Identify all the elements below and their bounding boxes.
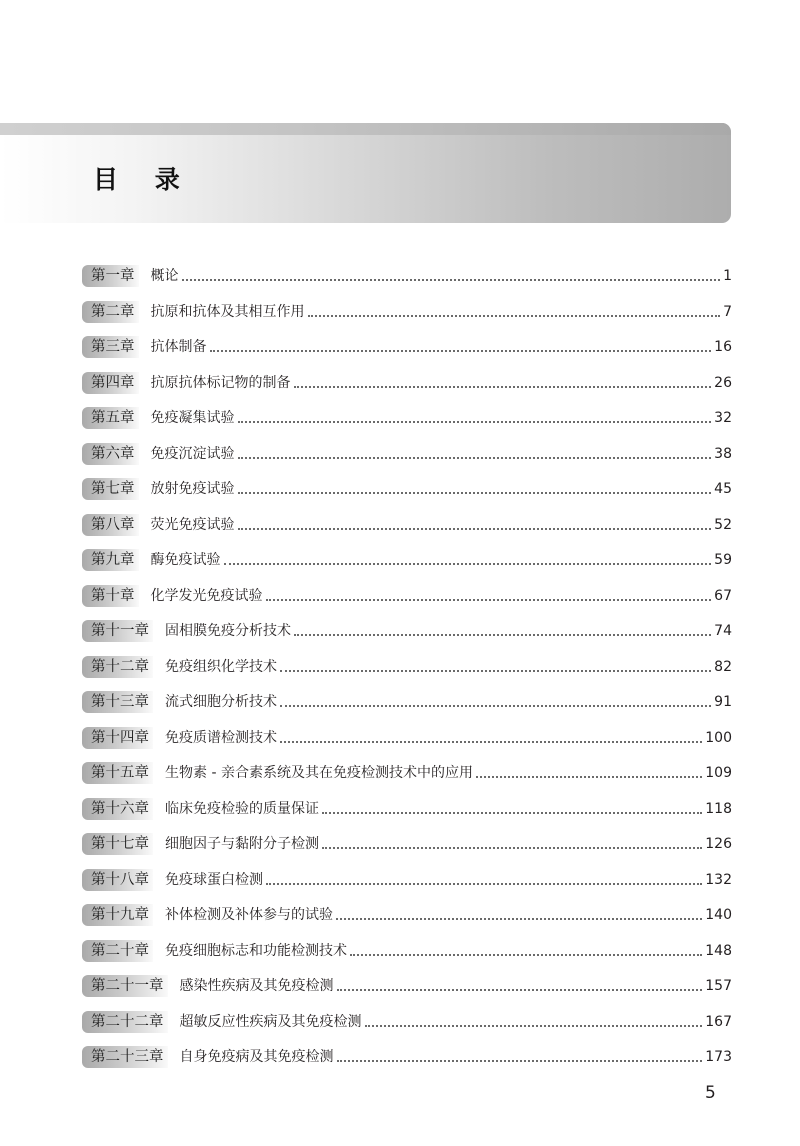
dot-leader bbox=[238, 456, 712, 459]
chapter-title: 免疫细胞标志和功能检测技术 bbox=[165, 943, 347, 959]
chapter-label: 第十五章 bbox=[82, 762, 153, 784]
entry-page-number: 74 bbox=[714, 623, 732, 639]
entry-page-number: 167 bbox=[705, 1014, 732, 1030]
chapter-label: 第十七章 bbox=[82, 833, 153, 855]
toc-entry[interactable] bbox=[82, 301, 732, 323]
chapter-title: 免疫沉淀试验 bbox=[150, 446, 235, 462]
toc-entry[interactable] bbox=[82, 656, 732, 678]
entry-page-number: 67 bbox=[714, 588, 732, 604]
chapter-title: 补体检测及补体参与的试验 bbox=[165, 907, 333, 923]
toc-entry[interactable] bbox=[82, 620, 732, 642]
chapter-title: 化学发光免疫试验 bbox=[150, 588, 263, 604]
chapter-title: 免疫凝集试验 bbox=[150, 410, 235, 426]
entry-page-number: 148 bbox=[705, 943, 732, 959]
toc-entry[interactable] bbox=[82, 727, 732, 749]
entry-page-number: 100 bbox=[705, 730, 732, 746]
dot-leader bbox=[280, 740, 702, 743]
toc-entry[interactable] bbox=[82, 1046, 732, 1068]
dot-leader bbox=[322, 811, 702, 814]
chapter-title: 自身免疫病及其免疫检测 bbox=[179, 1049, 334, 1065]
page-title: 目 录 bbox=[93, 165, 194, 194]
chapter-title: 放射免疫试验 bbox=[150, 481, 235, 497]
chapter-title: 酶免疫试验 bbox=[150, 552, 221, 568]
toc-entry[interactable] bbox=[82, 549, 732, 571]
dot-leader bbox=[322, 846, 702, 849]
chapter-label: 第九章 bbox=[82, 549, 139, 571]
chapter-title: 免疫质谱检测技术 bbox=[165, 730, 277, 746]
chapter-title: 感染性疾病及其免疫检测 bbox=[179, 978, 334, 994]
page-number: 5 bbox=[705, 1083, 716, 1103]
dot-leader bbox=[280, 704, 711, 707]
chapter-title: 荧光免疫试验 bbox=[150, 517, 235, 533]
chapter-label: 第十六章 bbox=[82, 798, 153, 820]
entry-page-number: 59 bbox=[714, 552, 732, 568]
chapter-title: 细胞因子与黏附分子检测 bbox=[165, 836, 319, 852]
toc-entry[interactable] bbox=[82, 265, 732, 287]
toc-entry[interactable] bbox=[82, 975, 732, 997]
entry-page-number: 32 bbox=[714, 410, 732, 426]
dot-leader bbox=[294, 633, 711, 636]
entry-page-number: 52 bbox=[714, 517, 732, 533]
dot-leader bbox=[294, 385, 712, 388]
toc-entry[interactable] bbox=[82, 691, 732, 713]
chapter-label: 第三章 bbox=[82, 336, 139, 358]
dot-leader bbox=[266, 598, 712, 601]
chapter-label: 第十九章 bbox=[82, 904, 153, 926]
entry-page-number: 82 bbox=[714, 659, 732, 675]
dot-leader bbox=[476, 775, 702, 778]
chapter-title: 生物素 - 亲合素系统及其在免疫检测技术中的应用 bbox=[165, 765, 473, 781]
chapter-title: 固相膜免疫分析技术 bbox=[165, 623, 291, 639]
dot-leader bbox=[350, 953, 702, 956]
chapter-label: 第二十三章 bbox=[82, 1046, 168, 1068]
toc-entry[interactable] bbox=[82, 762, 732, 784]
chapter-label: 第六章 bbox=[82, 443, 139, 465]
chapter-label: 第七章 bbox=[82, 478, 139, 500]
chapter-label: 第十三章 bbox=[82, 691, 153, 713]
toc-entry[interactable] bbox=[82, 833, 732, 855]
toc-entry[interactable] bbox=[82, 514, 732, 536]
entry-page-number: 140 bbox=[705, 907, 732, 923]
chapter-title: 免疫球蛋白检测 bbox=[165, 872, 263, 888]
toc-entry[interactable] bbox=[82, 869, 732, 891]
chapter-title: 抗原和抗体及其相互作用 bbox=[150, 304, 305, 320]
entry-page-number: 157 bbox=[705, 978, 732, 994]
dot-leader bbox=[336, 917, 702, 920]
chapter-label: 第十四章 bbox=[82, 727, 153, 749]
toc-entry[interactable] bbox=[82, 904, 732, 926]
entry-page-number: 109 bbox=[705, 765, 732, 781]
chapter-title: 抗原抗体标记物的制备 bbox=[150, 375, 291, 391]
dot-leader bbox=[182, 278, 721, 281]
toc-entry[interactable] bbox=[82, 1011, 732, 1033]
entry-page-number: 26 bbox=[714, 375, 732, 391]
entry-page-number: 118 bbox=[705, 801, 732, 817]
chapter-title: 抗体制备 bbox=[150, 339, 207, 355]
chapter-label: 第二十二章 bbox=[82, 1011, 168, 1033]
entry-page-number: 16 bbox=[714, 339, 732, 355]
chapter-label: 第二章 bbox=[82, 301, 139, 323]
chapter-label: 第一章 bbox=[82, 265, 139, 287]
dot-leader bbox=[224, 562, 712, 565]
dot-leader bbox=[337, 988, 703, 991]
chapter-label: 第八章 bbox=[82, 514, 139, 536]
chapter-title: 临床免疫检验的质量保证 bbox=[165, 801, 319, 817]
chapter-title: 免疫组织化学技术 bbox=[165, 659, 277, 675]
toc-entry[interactable] bbox=[82, 798, 732, 820]
entry-page-number: 126 bbox=[705, 836, 732, 852]
dot-leader bbox=[365, 1024, 703, 1027]
entry-page-number: 1 bbox=[723, 268, 732, 284]
dot-leader bbox=[210, 349, 712, 352]
chapter-label: 第五章 bbox=[82, 407, 139, 429]
chapter-label: 第十八章 bbox=[82, 869, 153, 891]
toc-entry[interactable] bbox=[82, 407, 732, 429]
chapter-label: 第二十章 bbox=[82, 940, 153, 962]
toc-entry[interactable] bbox=[82, 336, 732, 358]
dot-leader bbox=[238, 491, 712, 494]
dot-leader bbox=[308, 314, 721, 317]
chapter-label: 第十一章 bbox=[82, 620, 153, 642]
chapter-label: 第十章 bbox=[82, 585, 139, 607]
toc-entry[interactable] bbox=[82, 478, 732, 500]
toc-entry[interactable] bbox=[82, 372, 732, 394]
entry-page-number: 173 bbox=[705, 1049, 732, 1065]
chapter-label: 第十二章 bbox=[82, 656, 153, 678]
chapter-label: 第四章 bbox=[82, 372, 139, 394]
entry-page-number: 132 bbox=[705, 872, 732, 888]
dot-leader bbox=[337, 1059, 703, 1062]
entry-page-number: 45 bbox=[714, 481, 732, 497]
toc-entry[interactable] bbox=[82, 585, 732, 607]
dot-leader bbox=[266, 882, 702, 885]
chapter-title: 超敏反应性疾病及其免疫检测 bbox=[179, 1014, 362, 1030]
dot-leader bbox=[280, 669, 711, 672]
dot-leader bbox=[238, 527, 712, 530]
chapter-title: 概论 bbox=[150, 268, 179, 284]
chapter-title: 流式细胞分析技术 bbox=[165, 694, 277, 710]
toc-entry[interactable] bbox=[82, 443, 732, 465]
entry-page-number: 91 bbox=[714, 694, 732, 710]
chapter-label: 第二十一章 bbox=[82, 975, 168, 997]
entry-page-number: 7 bbox=[723, 304, 732, 320]
entry-page-number: 38 bbox=[714, 446, 732, 462]
toc-entry[interactable] bbox=[82, 940, 732, 962]
dot-leader bbox=[238, 420, 712, 423]
